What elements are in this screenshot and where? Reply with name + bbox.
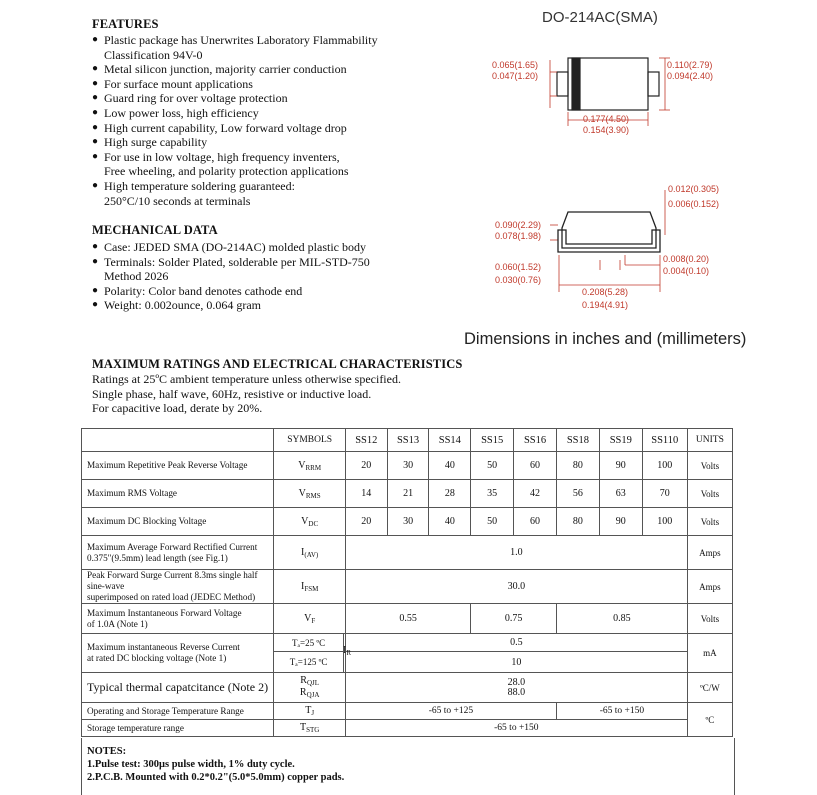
table-row: Maximum instantaneous Reverse Current at rated DC blocking voltage (Note 1) Tₐ=25 ºC 0.5 mA: [82, 634, 733, 652]
dim-label: 0.078(1.98): [495, 231, 542, 241]
dim-label: 0.030(0.76): [495, 275, 542, 285]
table-row: Maximum Instantaneous Forward Voltage of 1.0A (Note 1) $V_F$ 0.55 0.75 0.85 Volts: [82, 604, 733, 634]
header-cell: [82, 429, 274, 452]
dim-label: 0.065(1.65): [492, 60, 539, 70]
list-item: ● High surge capability: [92, 135, 422, 150]
header-cell: SS19: [599, 429, 642, 452]
dim-label: 0.208(5.28): [582, 287, 629, 297]
header-cell: SS16: [514, 429, 557, 452]
ratings-notes: Ratings at 25ºC ambient temperature unless otherwise specified. Single phase, half wave, 60Hz, resistive or inductive load. For capacitive load, derate by 20%.: [92, 372, 401, 415]
header-cell: UNITS: [687, 429, 732, 452]
dim-label: 0.094(2.40): [667, 71, 714, 81]
ratings-heading: MAXIMUM RATINGS AND ELECTRICAL CHARACTERISTICS: [92, 357, 463, 371]
dim-label: 0.012(0.305): [668, 184, 720, 194]
table-row: Tₐ=125 ºC 10: [82, 652, 733, 673]
header-cell: SYMBOLS: [274, 429, 345, 452]
list-item: ● Case: JEDED SMA (DO-214AC) molded plastic body: [92, 240, 422, 255]
list-item: ● Weight: 0.002ounce, 0.064 gram: [92, 298, 422, 313]
mechanical-list: [92, 240, 422, 313]
table-header-row: [82, 429, 733, 452]
note-item: 2.P.C.B. Mounted with 0.2*0.2"(5.0*5.0mm) copper pads.: [87, 772, 345, 783]
ratings-table: [81, 428, 733, 737]
list-item: ● High current capability, Low forward voltage drop: [92, 121, 422, 136]
package-drawing: [470, 30, 770, 320]
header-cell: SS18: [556, 429, 599, 452]
list-item: ● For surface mount applications: [92, 77, 422, 92]
mechanical-heading: MECHANICAL DATA: [92, 223, 218, 237]
table-row: Operating and Storage Temperature Range $T_J$ -65 to +125 -65 to +150 ºC: [82, 703, 733, 720]
list-item: ● Terminals: Solder Plated, solderable per MIL-STD-750 Method 2026: [92, 255, 422, 284]
list-item: ● High temperature soldering guaranteed: 250°C/10 seconds at terminals: [92, 179, 422, 208]
side-view-outline: [558, 212, 660, 252]
table-row: Maximum Repetitive Peak Reverse Voltage $V_{RRM}$ 20 30 40 50 60 80 90 100 Volts: [82, 452, 733, 480]
table-row: Typical thermal capatcitance (Note 2) $R_{QJL}$ $R_{QJA}$ 28.0 88.0 ºC/W: [82, 673, 733, 703]
ir-symbol: $I_R$: [343, 645, 352, 657]
dim-label: 0.110(2.79): [667, 60, 713, 70]
header-cell: SS14: [429, 429, 471, 452]
dim-label: 0.177(4.50): [583, 114, 630, 124]
dimensions-caption: Dimensions in inches and (millimeters): [464, 330, 747, 348]
package-title: DO-214AC(SMA): [542, 9, 658, 26]
list-item: ● Plastic package has Unerwrites Laboratory Flammability Classification 94V-0: [92, 33, 422, 62]
dim-label: 0.047(1.20): [492, 71, 539, 81]
header-cell: SS12: [345, 429, 387, 452]
list-item: ● Guard ring for over voltage protection: [92, 91, 422, 106]
dim-label: 0.006(0.152): [668, 199, 720, 209]
features-list: [92, 33, 422, 208]
header-cell: SS110: [642, 429, 687, 452]
dim-label: 0.060(1.52): [495, 262, 542, 272]
note-item: 1.Pulse test: 300μs pulse width, 1% duty cycle.: [87, 759, 295, 770]
table-row: Peak Forward Surge Current 8.3ms single half sine-wave superimposed on rated load (JEDEC Method) $I_{FSM}$ 30.0 Amps: [82, 570, 733, 604]
features-heading: FEATURES: [92, 17, 159, 31]
dim-label: 0.154(3.90): [583, 125, 630, 135]
top-view-outline: [557, 58, 659, 110]
dim-label: 0.008(0.20): [663, 254, 710, 264]
list-item: ● For use in low voltage, high frequency inventers, Free wheeling, and polarity protection applications: [92, 150, 422, 179]
list-item: ● Polarity: Color band denotes cathode end: [92, 284, 422, 299]
table-row: Maximum RMS Voltage $V_{RMS}$ 14 21 28 35 42 56 63 70 Volts: [82, 480, 733, 508]
list-item: ● Metal silicon junction, majority carrier conduction: [92, 62, 422, 77]
list-item: ● Low power loss, high efficiency: [92, 106, 422, 121]
header-cell: SS13: [387, 429, 429, 452]
table-row: Storage temperature range $T_{STG}$ -65 to +150: [82, 720, 733, 737]
table-row: Maximum DC Blocking Voltage $V_{DC}$ 20 30 40 50 60 80 90 100 Volts: [82, 508, 733, 536]
header-cell: SS15: [471, 429, 514, 452]
dim-label: 0.194(4.91): [582, 300, 629, 310]
dim-label: 0.004(0.10): [663, 266, 710, 276]
dim-label: 0.090(2.29): [495, 220, 542, 230]
notes: [87, 745, 344, 784]
table-row: Maximum Average Forward Rectified Current 0.375"(9.5mm) lead length (see Fig.1) $I_{(AV)}$ 1.0 Amps: [82, 536, 733, 570]
notes-heading: NOTES:: [87, 746, 127, 757]
